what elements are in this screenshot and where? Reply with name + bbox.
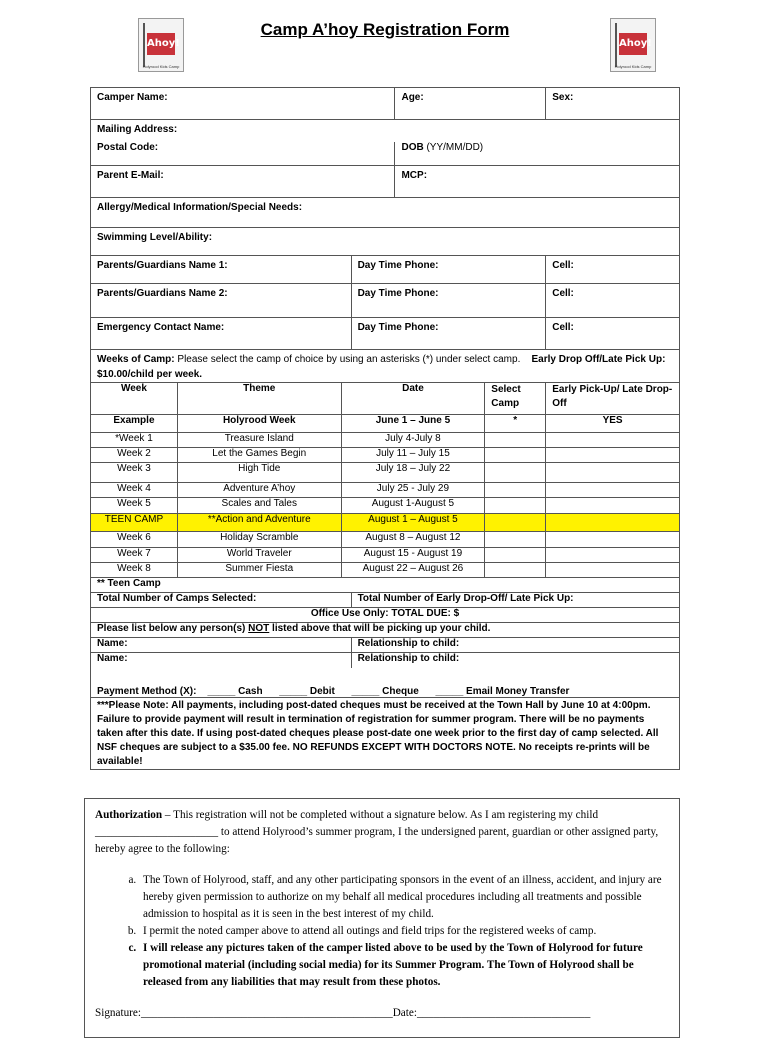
early-pickup-cell[interactable] (546, 548, 680, 563)
week-date: August 8 – August 12 (341, 532, 485, 548)
emergency-contact-field[interactable]: Emergency Contact Name: (91, 318, 352, 350)
example-row (91, 415, 680, 433)
registration-table (90, 87, 680, 770)
week-row (91, 548, 680, 563)
teen-camp-note: ** Teen Camp (91, 578, 680, 593)
week-label: Week 7 (91, 548, 178, 563)
header-early: Early Pick-Up/ Late Drop-Off (546, 383, 680, 415)
week-row (91, 532, 680, 548)
payment-method[interactable]: Payment Method (X): _____ Cash _____ Debit _____ Cheque _____ Email Money Transfer (91, 668, 680, 698)
select-camp-cell[interactable] (485, 514, 546, 532)
week-theme: High Tide (177, 463, 341, 483)
teen-camp-row (91, 514, 680, 532)
total-early-field[interactable]: Total Number of Early Drop-Off/ Late Pick Up: (351, 593, 679, 608)
pickup-relationship-1[interactable]: Relationship to child: (351, 638, 679, 653)
select-camp-cell[interactable] (485, 483, 546, 498)
parent1-cell-field[interactable]: Cell: (546, 256, 680, 284)
week-label: Week 6 (91, 532, 178, 548)
date-field[interactable]: Date:_______________________________ (392, 1007, 591, 1019)
week-row (91, 498, 680, 514)
week-date: July 11 – July 15 (341, 448, 485, 463)
mcp-field[interactable]: MCP: (395, 166, 680, 198)
select-camp-cell[interactable] (485, 448, 546, 463)
week-row (91, 563, 680, 578)
select-camp-cell[interactable] (485, 548, 546, 563)
parent1-phone-field[interactable]: Day Time Phone: (351, 256, 546, 284)
select-camp-cell[interactable] (485, 463, 546, 483)
parent-email-field[interactable]: Parent E-Mail: (91, 166, 395, 198)
week-theme: Holiday Scramble (177, 532, 341, 548)
week-theme: Adventure A’hoy (177, 483, 341, 498)
header-theme: Theme (177, 383, 341, 415)
week-theme: Let the Games Begin (177, 448, 341, 463)
age-field[interactable]: Age: (395, 88, 546, 120)
weeks-intro (91, 350, 680, 383)
emergency-phone-field[interactable]: Day Time Phone: (351, 318, 546, 350)
signature-line (95, 1005, 669, 1022)
emergency-cell-field[interactable]: Cell: (546, 318, 680, 350)
example-date: June 1 – June 5 (341, 415, 485, 433)
week-label: Week 8 (91, 563, 178, 578)
header-date: Date (341, 383, 485, 415)
parent2-phone-field[interactable]: Day Time Phone: (351, 284, 546, 318)
week-date: August 22 – August 26 (341, 563, 485, 578)
week-theme: World Traveler (177, 548, 341, 563)
week-theme: Treasure Island (177, 433, 341, 448)
dob-label: DOB (401, 141, 424, 153)
dob-field[interactable] (395, 142, 680, 166)
swimming-field[interactable]: Swimming Level/Ability: (91, 228, 680, 256)
pickup-name-2[interactable]: Name: (91, 653, 352, 668)
payment-note: ***Please Note: All payments, including post-dated cheques must be received at the Town Hall by June 10 at 4:00pm. Failure to provide payment will result in termination of registration for summer program. There will be no payments taken after this date. If using post-dated cheques please post-date one week prior to the first day of camp selected. All NSF cheques are subject to a $35.00 fee. NO REFUNDS EXCEPT WITH DOCTORS NOTE. No receipts re-prints will be available! (91, 698, 680, 770)
dob-format: (YY/MM/DD) (423, 141, 484, 153)
authorization-text: – This registration will not be completed without a signature below. As I am registering my child ______________________ to attend Holyrood’s summer program, I the undersigned parent, guardian or other assigned party, hereby agree to the following: (95, 809, 659, 855)
select-camp-cell[interactable] (485, 532, 546, 548)
week-date: August 15 - August 19 (341, 548, 485, 563)
pickup-not: NOT (248, 623, 270, 634)
select-camp-cell[interactable] (485, 433, 546, 448)
form-title: Camp A’hoy Registration Form (260, 20, 510, 39)
authorization-item-b: b. I permit the noted camper above to attend all outings and field trips for the registered weeks of camp. (139, 923, 669, 940)
office-use-total: Office Use Only: TOTAL DUE: $ (91, 608, 680, 623)
early-pickup-cell[interactable] (546, 532, 680, 548)
week-date: July 4-July 8 (341, 433, 485, 448)
early-drop-note: Early Drop Off/Late Pick Up: $10.00/child per week. (97, 354, 666, 380)
authorization-list (95, 872, 669, 991)
week-row (91, 448, 680, 463)
week-date: August 1 – August 5 (341, 514, 485, 532)
week-row (91, 483, 680, 498)
signature-field[interactable]: Signature:_____________________________________________ (95, 1007, 393, 1019)
week-theme: Summer Fiesta (177, 563, 341, 578)
parent1-field[interactable]: Parents/Guardians Name 1: (91, 256, 352, 284)
week-theme: **Action and Adventure (177, 514, 341, 532)
total-camps-field[interactable]: Total Number of Camps Selected: (91, 593, 352, 608)
early-pickup-cell[interactable] (546, 463, 680, 483)
logo-subtitle: Holyrood Kids Camp (142, 64, 180, 69)
early-pickup-cell[interactable] (546, 433, 680, 448)
week-date: July 18 – July 22 (341, 463, 485, 483)
authorization-item-c: c. I will release any pictures taken of the camper listed above to be used by the Town of Holyrood for future promotional material (including social media) for its Summer Program. The Town of Holyrood shall be released from any liabilities that may result from these photos. (139, 940, 669, 991)
week-date: July 25 - July 29 (341, 483, 485, 498)
authorization-intro (95, 807, 669, 858)
early-pickup-cell[interactable] (546, 514, 680, 532)
camp-logo-right (610, 18, 656, 72)
early-pickup-cell[interactable] (546, 483, 680, 498)
week-label: Week 5 (91, 498, 178, 514)
logo-flag-text: Ahoy! (619, 33, 647, 55)
week-row (91, 433, 680, 448)
postal-code-field[interactable]: Postal Code: (91, 142, 395, 166)
pickup-relationship-2[interactable]: Relationship to child: (351, 653, 679, 668)
camper-name-field[interactable]: Camper Name: (91, 88, 395, 120)
week-date: August 1-August 5 (341, 498, 485, 514)
authorization-box (84, 798, 680, 1038)
pickup-name-1[interactable]: Name: (91, 638, 352, 653)
weeks-header-row (91, 383, 680, 415)
weeks-intro-bold: Weeks of Camp: (97, 354, 175, 365)
parent2-field[interactable]: Parents/Guardians Name 2: (91, 284, 352, 318)
allergy-field[interactable]: Allergy/Medical Information/Special Needs: (91, 198, 680, 228)
pickup-instructions (91, 623, 680, 638)
early-pickup-cell[interactable] (546, 498, 680, 514)
week-label: Week 4 (91, 483, 178, 498)
authorization-item-a: a. The Town of Holyrood, staff, and any other participating sponsors in the event of an illness, accident, and injury are hereby given permission to authorize on my behalf all medical procedures including all treatments and possible admission to hospital as it is seen in the best interest of my child. (139, 872, 669, 923)
authorization-heading: Authorization (95, 809, 163, 821)
weeks-intro-text: Please select the camp of choice by using an asterisks (*) under select camp. (174, 354, 521, 365)
header-select: Select Camp (485, 383, 546, 415)
early-pickup-cell[interactable] (546, 448, 680, 463)
logo-flag-text: Ahoy! (147, 33, 175, 55)
example-early: YES (546, 415, 680, 433)
example-select: * (485, 415, 546, 433)
pickup-post: listed above that will be picking up your child. (269, 623, 491, 634)
select-camp-cell[interactable] (485, 563, 546, 578)
flagpole-icon (615, 23, 617, 67)
week-theme: Scales and Tales (177, 498, 341, 514)
sex-field[interactable]: Sex: (546, 88, 680, 120)
pickup-pre: Please list below any person(s) (97, 623, 249, 634)
week-row (91, 463, 680, 483)
mailing-address-field[interactable]: Mailing Address: (91, 120, 680, 142)
week-label: *Week 1 (91, 433, 178, 448)
parent2-cell-field[interactable]: Cell: (546, 284, 680, 318)
select-camp-cell[interactable] (485, 498, 546, 514)
header-week: Week (91, 383, 178, 415)
example-theme: Holyrood Week (177, 415, 341, 433)
logo-subtitle: Holyrood Kids Camp (614, 64, 652, 69)
early-pickup-cell[interactable] (546, 563, 680, 578)
week-label: Week 2 (91, 448, 178, 463)
week-label: TEEN CAMP (91, 514, 178, 532)
week-label: Week 3 (91, 463, 178, 483)
example-week: Example (91, 415, 178, 433)
